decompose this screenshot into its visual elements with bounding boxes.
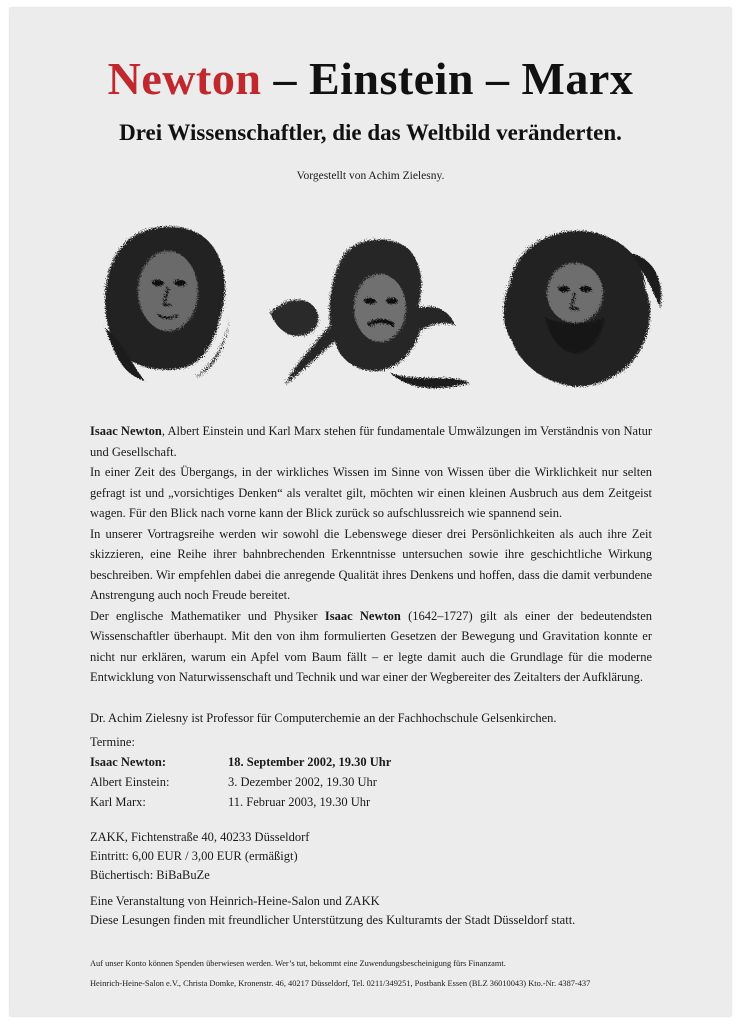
dates-section [90,732,652,812]
presenter-line: Vorgestellt von Achim Zielesny. [296,170,445,182]
date-row [90,772,652,792]
venue-section [90,828,652,885]
flyer-sheet [10,8,731,1016]
newton-name-bold: Isaac Newton [90,424,162,438]
date-row-date: 3. Dezember 2002, 19.30 Uhr [228,775,377,789]
date-row-name: Karl Marx: [90,795,146,809]
title-newton: Newton [107,53,262,104]
paragraph-series: In unserer Vortragsreihe werden wir sowohl die Lebenswege dieser drei Persönlichkeiten als auch ihre Zeit skizzieren, eine Reihe ihrer bahnbrechenden Erkenntnisse untersuchen sowie ihre geschichtliche Wirkung beschreiben. Wir empfehlen dabei die anregende Qualität ihres Denkens und hoffen, dass die damit verbundene Anstrengung auch noch Freude bereitet. [90,526,652,602]
paragraph-newton-post: (1642–1727) gilt als einer der bedeutendsten Wissenschaftler überhaupt. Mit den von ihm formulierten Gesetzen der Bewegung und Gravitation konnte er nicht nur erklären, warum ein Apfel vom Baum fällt – er legte damit auch die Grundlage für die moderne Entwicklung von Naturwissenschaft und Technik und war einer der Wegbereiter des Zeitalters der Aufklärung. [90,608,653,684]
footer [90,954,690,994]
admission-price: Eintritt: 6,00 EUR / 3,00 EUR (ermäßigt) [90,849,298,863]
organizer-section [90,892,670,930]
page-title [10,52,731,105]
date-row-name: Isaac Newton: [90,755,167,769]
marx-portrait-icon [504,231,662,387]
date-row-date: 11. Februar 2003, 19.30 Uhr [228,795,371,809]
paragraph-context: In einer Zeit des Übergangs, in der wirkliches Wissen im Sinne von Wissen über die Wirklichkeit nur selten gefragt ist und „vorsichtiges Denken“ als veraltet gilt, möchten wir einen kleinen Ausbruch aus dem Zeitgeist wagen. Für den Blick nach vorne kann der Blick zurück so aufschlussreich wie spannend sein. [90,465,652,520]
title-rest: – Einstein – Marx [261,53,634,104]
paragraph-speaker: Dr. Achim Zielesny ist Professor für Computerchemie an der Fachhochschule Gelsenkirchen. [90,710,557,725]
sponsor-line: Diese Lesungen finden mit freundlicher Unterstützung des Kulturamts der Stadt Düsseldorf statt. [90,913,576,927]
date-row [90,752,652,772]
paragraph-intro-rest: , Albert Einstein und Karl Marx stehen für fundamentale Umwälzungen im Verständnis von Natur und Gesellschaft. [90,424,652,459]
date-row-date: 18. September 2002, 19.30 Uhr [228,755,392,769]
description-text [90,421,652,728]
paragraph-newton [90,606,652,688]
page-subtitle: Drei Wissenschaftler, die das Weltbild veränderten. [119,120,622,145]
organizer-line: Eine Veranstaltung von Heinrich-Heine-Salon und ZAKK [90,894,380,908]
dates-heading: Termine: [90,735,135,749]
date-row-name: Albert Einstein: [90,775,170,789]
paragraph-intro [90,421,652,462]
einstein-portrait-icon [270,240,470,389]
venue-address: ZAKK, Fichtenstraße 40, 40233 Düsseldorf [90,830,310,844]
contact-line: Heinrich-Heine-Salon e.V., Christa Domke, Kronenstr. 46, 40217 Düsseldorf, Tel. 0211/349251, Postbank Essen (BLZ 36010043) Kto.-Nr. 4387-437 [90,979,591,988]
newton-portrait-icon [105,227,230,381]
book-table: Büchertisch: BiBaBuZe [90,868,210,882]
date-row [90,792,652,812]
donation-note: Auf unser Konto können Spenden überwiesen werden. Wer’s tut, bekommt eine Zuwendungsbescheinigung fürs Finanzamt. [90,959,506,968]
newton-name-bold-2: Isaac Newton [324,608,401,623]
paragraph-newton-pre: Der englische Mathematiker und Physiker [90,608,325,623]
portraits-illustration [90,213,670,393]
